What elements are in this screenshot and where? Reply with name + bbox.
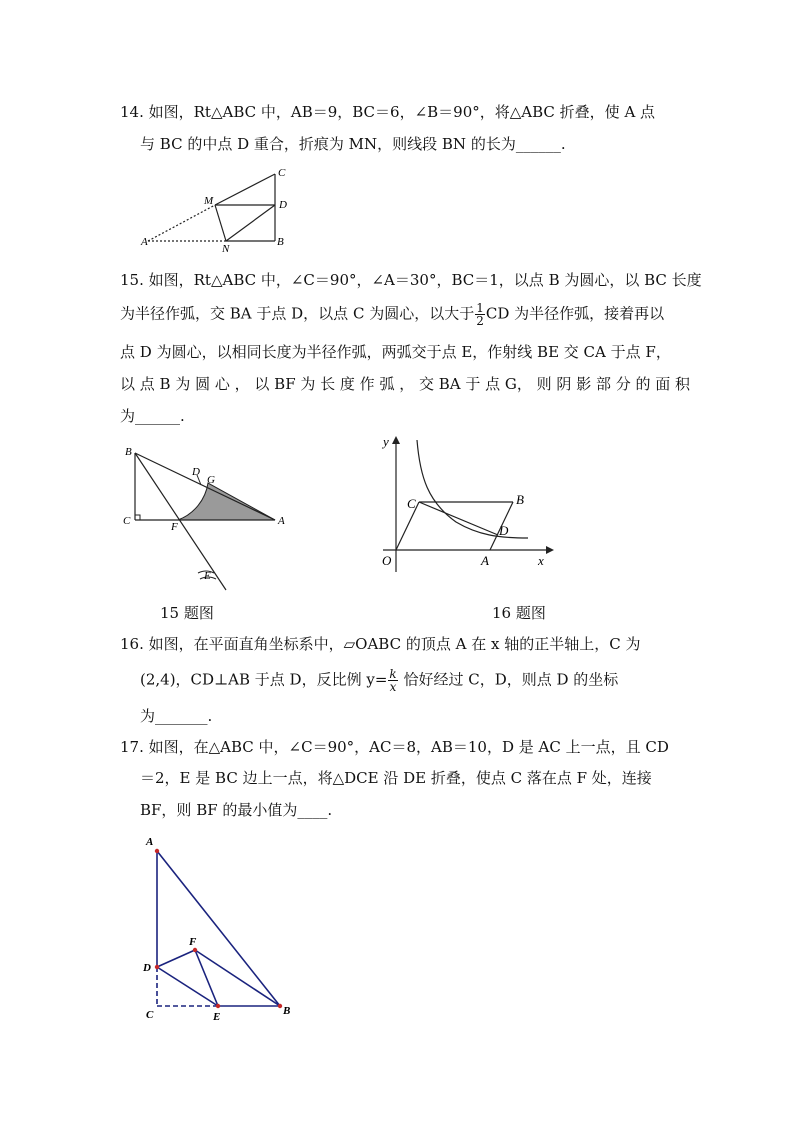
q17-segment-DF — [157, 950, 195, 967]
q14-segment-MC — [215, 174, 275, 205]
q15-frac-num: 1 — [476, 301, 484, 315]
q15-label-D: D — [192, 466, 200, 478]
q15-line-2b: CD 为半径作弧，接着再以 — [485, 304, 665, 323]
q16-line-2 — [140, 668, 618, 693]
q14-segment-MN — [215, 205, 226, 241]
q16-line-3: 为_______. — [140, 707, 213, 725]
q14-line-1: 14. 如图，Rt△ABC 中，AB＝9，BC＝6，∠B＝90°，将△ABC 折叠，使 A 点 — [120, 103, 656, 121]
q14-figure — [140, 166, 300, 256]
fig16-label-B: B — [516, 492, 524, 507]
q14-line-2: 与 BC 的中点 D 重合，折痕为 MN，则线段 BN 的长为______. — [140, 135, 566, 153]
q14-label-A: A — [141, 236, 148, 248]
q17-line-3: BF，则 BF 的最小值为____. — [140, 801, 333, 819]
q17-segment-DE — [157, 967, 218, 1006]
q17-figure — [140, 834, 305, 1024]
q16-line-1: 16. 如图，在平面直角坐标系中，▱OABC 的顶点 A 在 x 轴的正半轴上，C 为 — [120, 635, 641, 653]
q15-label-E: E — [204, 570, 211, 582]
q15-right-angle-mark — [135, 515, 140, 520]
q14-label-N: N — [222, 243, 230, 255]
fig16-y-arrow — [392, 436, 400, 444]
fig16-label-C: C — [407, 496, 416, 511]
q17-line-1: 17. 如图，在△ABC 中，∠C＝90°，AC＝8，AB＝10，D 是 AC 上一点，且 CD — [120, 738, 669, 756]
q14-segment-ND — [226, 205, 275, 241]
q17-label-A: A — [146, 836, 154, 848]
q15-caption: 15 题图 — [160, 604, 214, 622]
q15-fraction — [475, 302, 485, 327]
q15-label-F: F — [171, 521, 178, 533]
q17-segment-AB — [157, 851, 280, 1006]
q17-segment-FB — [195, 950, 280, 1006]
q15-shaded-region — [178, 483, 275, 520]
fig16-label-y: y — [383, 434, 389, 449]
fig16-caption: 16 题图 — [492, 604, 546, 622]
q15-label-A: A — [278, 515, 285, 527]
q17-point-A — [155, 849, 159, 853]
q14-label-M: M — [204, 195, 214, 207]
q15-line-2 — [120, 302, 664, 327]
q17-label-B: B — [283, 1005, 291, 1017]
q15-line-5: 为______. — [120, 407, 185, 425]
q15-frac-den: 2 — [476, 314, 484, 328]
fig16-segment-CD — [419, 502, 498, 535]
q16-frac-num: k — [389, 667, 397, 681]
q16-line-2b: 恰好经过 C，D，则点 D 的坐标 — [398, 670, 619, 689]
fig16-figure — [368, 432, 558, 577]
fig16-label-O: O — [382, 553, 392, 568]
fig16-label-A: A — [481, 553, 489, 568]
q15-line-1: 15. 如图，Rt△ABC 中，∠C＝90°，∠A＝30°，BC＝1，以点 B 为圆心，以 BC 长度 — [120, 271, 702, 289]
q15-line-2a: 为半径作弧，交 BA 于点 D，以点 C 为圆心，以大于 — [120, 304, 475, 323]
q17-point-B — [278, 1004, 282, 1008]
fig16-label-D: D — [499, 523, 509, 538]
q15-figure — [120, 445, 290, 595]
q15-line-3: 点 D 为圆心，以相同长度为半径作弧，两弧交于点 E，作射线 BE 交 CA 于点 F， — [120, 343, 671, 361]
q14-label-B: B — [277, 236, 284, 248]
q14-label-D: D — [279, 199, 287, 211]
q16-line-2a: (2,4)，CD⊥AB 于点 D，反比例 y= — [140, 670, 388, 689]
q15-line-4: 以 点 B 为 圆 心 ， 以 BF 为 长 度 作 弧 ， 交 BA 于 点 G， 则 阴 影 部 分 的 面 积 — [120, 375, 691, 393]
q17-point-D — [155, 965, 159, 969]
q17-label-F: F — [189, 936, 197, 948]
q16-frac-den: x — [389, 680, 397, 694]
q17-line-2: ＝2，E 是 BC 边上一点，将△DCE 沿 DE 折叠，使点 C 落在点 F 处，连接 — [140, 769, 652, 787]
q17-label-D: D — [143, 962, 151, 974]
q17-point-E — [216, 1004, 220, 1008]
q17-label-E: E — [213, 1011, 221, 1023]
q14-label-C: C — [278, 167, 286, 179]
q15-label-C: C — [123, 515, 131, 527]
fig16-x-arrow — [546, 546, 554, 554]
fig16-hyperbola — [417, 440, 528, 538]
q17-label-C: C — [146, 1009, 154, 1021]
q17-point-F — [193, 948, 197, 952]
fig16-label-x: x — [538, 553, 544, 568]
q15-label-B: B — [125, 446, 132, 458]
q14-segment-AM-dotted — [148, 205, 215, 241]
q16-fraction — [388, 668, 397, 693]
q15-label-G: G — [207, 474, 215, 486]
